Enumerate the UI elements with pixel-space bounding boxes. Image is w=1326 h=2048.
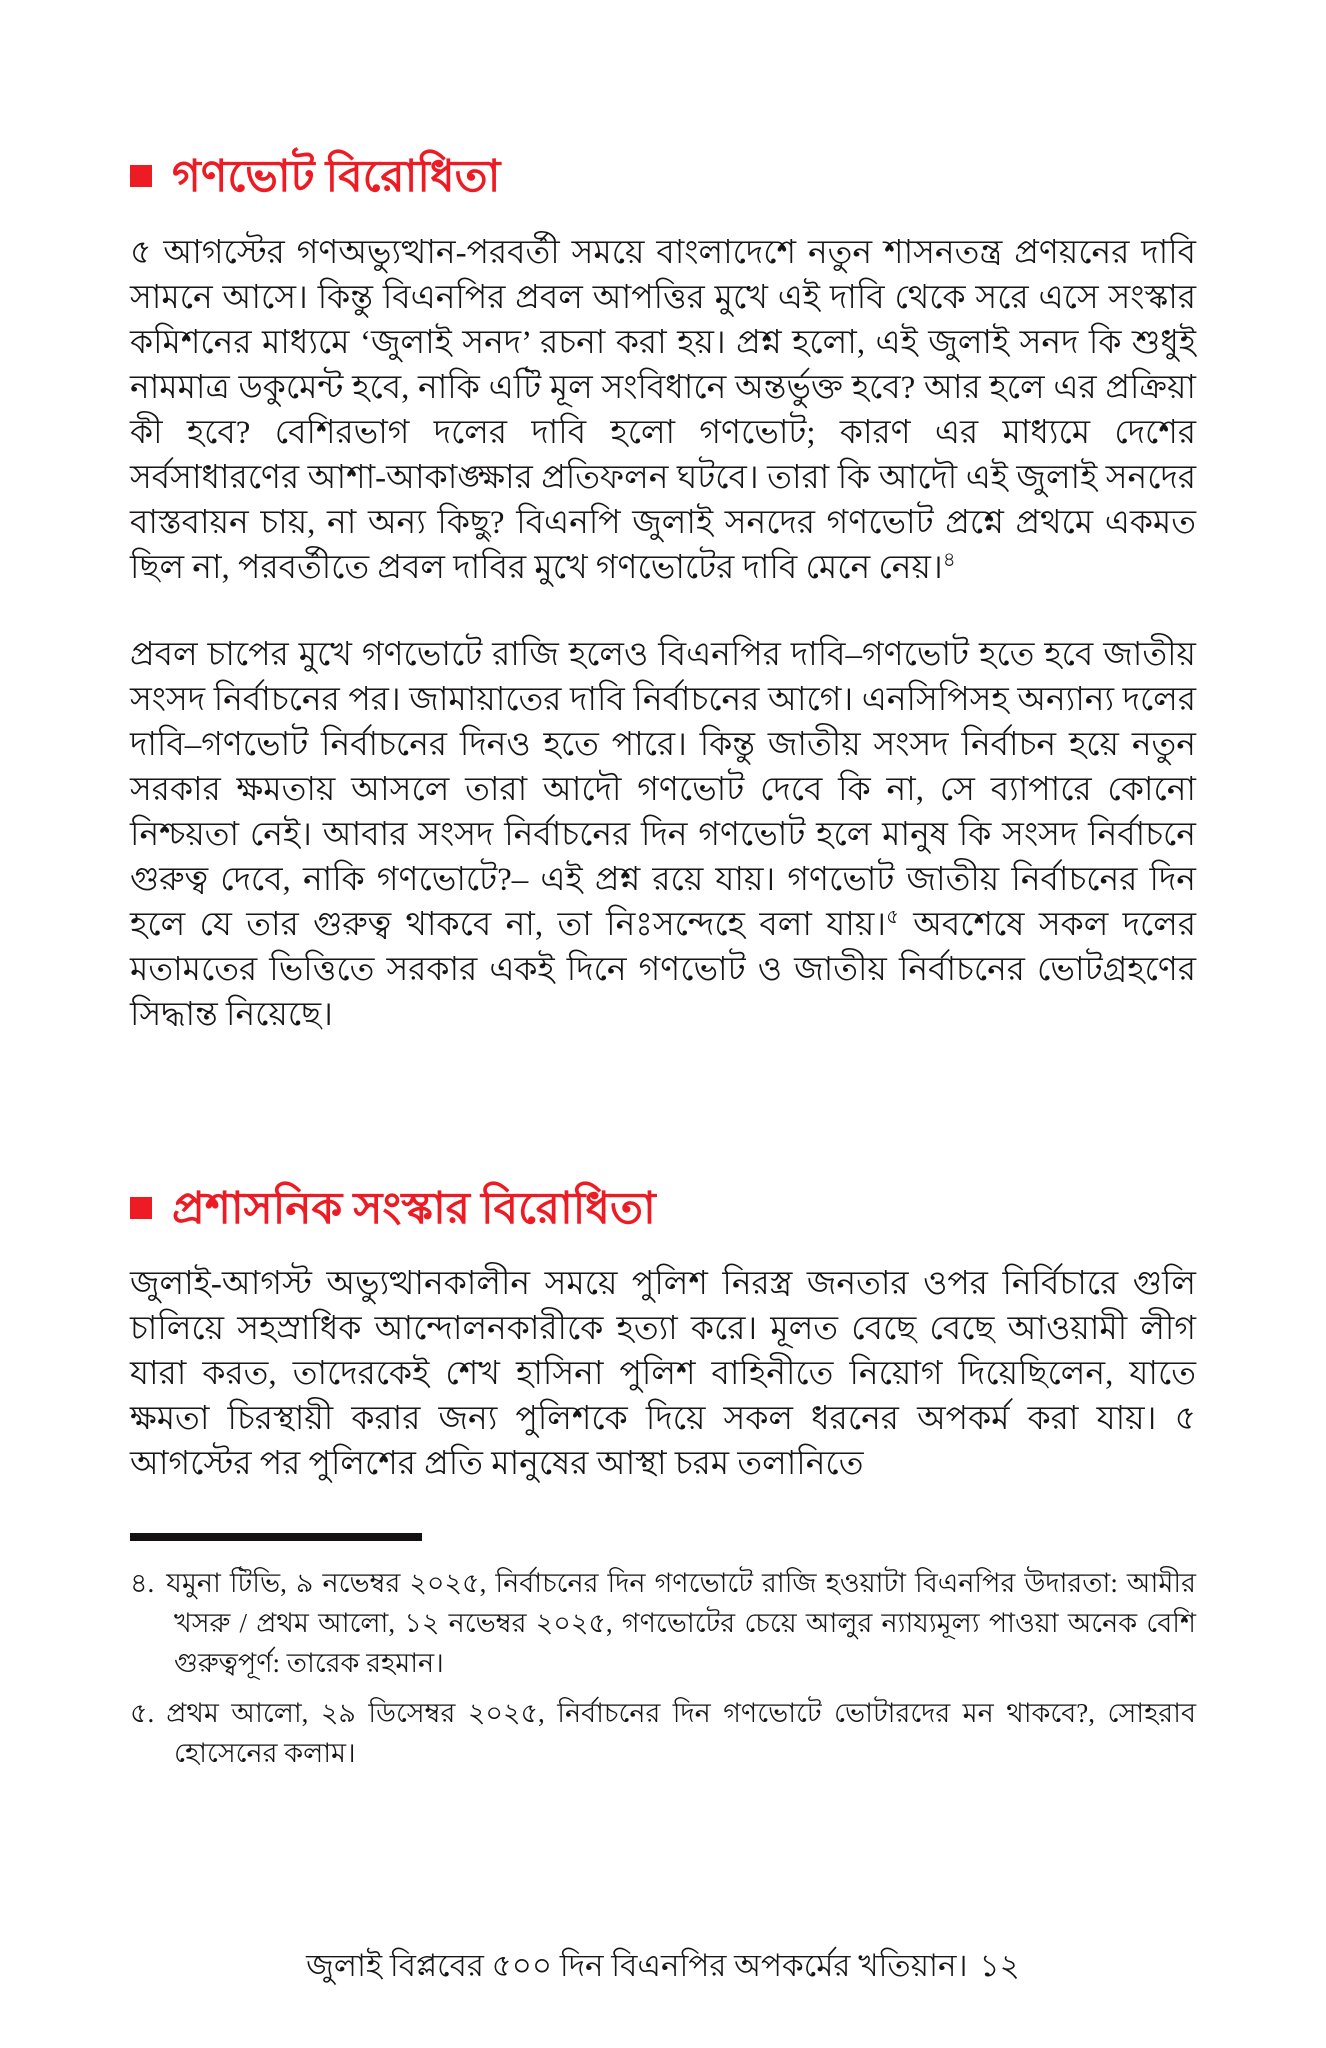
body-paragraph-1: ৫ আগস্টের গণঅভ্যুত্থান-পরবর্তী সময়ে বাংলাদেশে নতুন শাসনতন্ত্র প্রণয়নের দাবি সামনে আসে। কিন্তু বিএনপির প্রবল আপত্তির মুখে এই দাবি থেকে সরে এসে সংস্কার কমিশনের মাধ্যমে ‘জুলাই সনদ’ রচনা করা হয়। প্রশ্ন হলো, এই জুলাই সনদ কি শুধুই নামমাত্র ডকুমেন্ট হবে, নাকি এটি মূল সংবিধানে অন্তর্ভুক্ত হবে? আর হলে এর প্রক্রিয়া কী হবে? বেশিরভাগ দলের দাবি হলো গণভোট; কারণ এর মাধ্যমে দেশের সর্বসাধারণের আশা-আকাঙ্ক্ষার প্রতিফলন ঘটবে। তারা কি আদৌ এই জুলাই সনদের বাস্তবায়ন চায়, না অন্য কিছু? বিএনপি জুলাই সনদের গণভোট প্রশ্নে প্রথমে একমত ছিল না, পরবর্তীতে প্রবল দাবির মুখে গণভোটের দাবি মেনে নেয়।$^৪$ bbox=[130, 234, 1196, 586]
body-paragraph-2: প্রবল চাপের মুখে গণভোটে রাজি হলেও বিএনপির দাবি–গণভোট হতে হবে জাতীয় সংসদ নির্বাচনের পর। জামায়াতের দাবি নির্বাচনের আগে। এনসিপিসহ অন্যান্য দলের দাবি–গণভোট নির্বাচনের দিনও হতে পারে। কিন্তু জাতীয় সংসদ নির্বাচন হয়ে নতুন সরকার ক্ষমতায় আসলে তারা আদৌ গণভোট দেবে কি না, সে ব্যাপারে কোনো নিশ্চয়তা নেই। আবার সংসদ নির্বাচনের দিন গণভোট হলে মানুষ কি সংসদ নির্বাচনে গুরুত্ব দেবে, নাকি গণভোটে?– এই প্রশ্ন রয়ে যায়। গণভোট জাতীয় নির্বাচনের দিন হলে যে তার গুরুত্ব থাকবে না, তা নিঃসন্দেহে বলা যায়।$^৫$ অবশেষে সকল দলের মতামতের ভিত্তিতে সরকার একই দিনে গণভোট ও জাতীয় নির্বাচনের ভোটগ্রহণের সিদ্ধান্ত নিয়েছে। bbox=[130, 636, 1196, 1033]
footnote-text: যমুনা টিভি, ৯ নভেম্বর ২০২৫, নির্বাচনের দিন গণভোটে রাজি হওয়াটা বিএনপির উদারতা: আমীর খসরু / প্রথম আলো, ১২ নভেম্বর ২০২৫, গণভোটের চেয়ে আলুর ন্যায্যমূল্য পাওয়া অনেক বেশি গুরুত্বপূর্ণ: তারেক রহমান। bbox=[166, 1568, 1196, 1679]
body-paragraph-3: জুলাই-আগস্ট অভ্যুত্থানকালীন সময়ে পুলিশ নিরস্ত্র জনতার ওপর নির্বিচারে গুলি চালিয়ে সহস্রাধিক আন্দোলনকারীকে হত্যা করে। মূলত বেছে বেছে আওয়ামী লীগ যারা করত, তাদেরকেই শেখ হাসিনা পুলিশ বাহিনীতে নিয়োগ দিয়েছিলেন, যাতে ক্ষমতা চিরস্থায়ী করার জন্য পুলিশকে দিয়ে সকল ধরনের অপকর্ম করা যায়। ৫ আগস্টের পর পুলিশের প্রতি মানুষের আস্থা চরম তলানিতে bbox=[130, 1266, 1196, 1483]
footnote-rule bbox=[130, 1533, 422, 1541]
page-footer bbox=[130, 1946, 1196, 1986]
footnotes-section bbox=[130, 1533, 1196, 1773]
heading-text: গণভোট বিরোধিতা bbox=[172, 152, 501, 201]
page-number: ১২ bbox=[979, 1947, 1020, 1983]
footnote-number: ৪. bbox=[130, 1568, 155, 1599]
section-heading-administrative-reform bbox=[130, 1184, 1196, 1235]
footnote-4 bbox=[130, 1563, 1196, 1683]
square-bullet-icon bbox=[130, 1197, 152, 1219]
footnote-text: প্রথম আলো, ২৯ ডিসেম্বর ২০২৫, নির্বাচনের দিন গণভোটে ভোটারদের মন থাকবে?, সোহরাব হোসেনের কলাম। bbox=[166, 1698, 1196, 1769]
heading-text: প্রশাসনিক সংস্কার বিরোধিতা bbox=[172, 1183, 656, 1233]
square-bullet-icon bbox=[130, 165, 152, 187]
section-heading-referendum bbox=[130, 152, 1196, 203]
footnote-number: ৫. bbox=[130, 1698, 155, 1729]
footnote-5 bbox=[130, 1693, 1196, 1773]
footer-text: জুলাই বিপ্লবের ৫০০ দিন বিএনপির অপকর্মের খতিয়ান। bbox=[306, 1947, 968, 1983]
